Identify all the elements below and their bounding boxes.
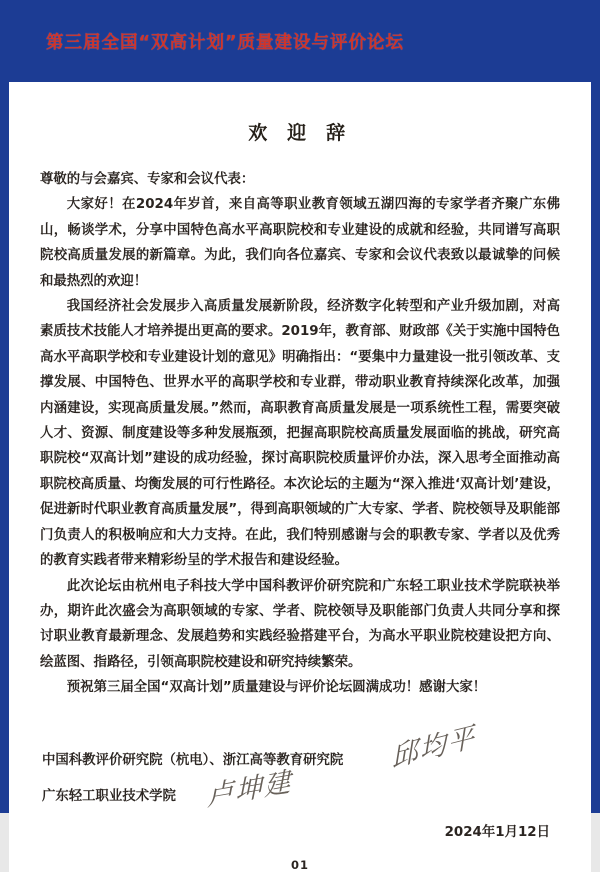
handwritten-signature-2: 卢坤建	[206, 765, 293, 813]
signing-org-1: 中国科教评价研究院（杭电）、浙江高等教育研究院	[42, 752, 344, 768]
paragraph-1: 大家好！在2024年岁首，来自高等职业教育领域五湖四海的专家学者齐聚广东佛山，畅谈学术，分享中国特色高水平高职院校和专业建设的成就和经验，共同谱写高职院校高质量发展的新篇章。为此，我们向各位嘉宾、专家和会议代表致以最诚挚的问候和最热烈的欢迎！	[40, 197, 560, 289]
letter-title: 欢 迎 辞	[248, 122, 352, 144]
paragraph-4: 预祝第三届全国“双高计划”质量建设与评价论坛圆满成功！感谢大家！	[66, 680, 487, 696]
page-header-band	[0, 0, 600, 82]
conference-title: 第三届全国“双高计划”质量建设与评价论坛	[46, 32, 405, 53]
page-number: 01	[290, 857, 309, 872]
letter-date: 2024年1月12日	[444, 824, 550, 840]
paragraph-2: 我国经济社会发展步入高质量发展新阶段，经济数字化转型和产业升级加剧，对高素质技术技能人才培养提出更高的要求。2019年，教育部、财政部《关于实施中国特色高水平高职学校和专业建设计划的意见》明确指出：“要集中力量建设一批引领改革、支撑发展、中国特色、世界水平的高职学校和专业群，带动职业教育持续深化改革，加强内涵建设，实现高质量发展。”然而，高职教育高质量发展是一项系统性工程，需要突破人才、资源、制度建设等多种发展瓶颈，把握高职院校高质量发展面临的挑战，研究高职院校“双高计划”建设的成功经验，探讨高职院校质量评价办法，深入思考全面推动高职院校高质量、均衡发展的可行性路径。本次论坛的主题为“深入推进‘双高计划’建设，促进新时代职业教育高质量发展”，得到高职领域的广大专家、学者、院校领导及职能部门负责人的积极响应和大力支持。在此，我们特别感谢与会的职教专家、学者以及优秀的教育实践者带来精彩纷呈的学术报告和建设经验。	[40, 299, 560, 569]
letter-body	[40, 167, 560, 701]
signature-block	[40, 720, 560, 819]
handwritten-signature-1: 邱均平	[390, 720, 478, 774]
paragraph-3: 此次论坛由杭州电子科技大学中国科教评价研究院和广东轻工职业技术学院联袂举办，期许此次盛会为高职领域的专家、学者、院校领导及职能部门负责人共同分享和探讨职业教育最新理念、发展趋势和实践经验搭建平台，为高水平职业院校建设把方向、绘蓝图、指路径，引领高职院校建设和研究持续繁荣。	[40, 578, 560, 670]
signing-org-2: 广东轻工职业技术学院	[42, 788, 176, 804]
letter-sheet	[9, 82, 591, 872]
salutation-line: 尊敬的与会嘉宾、专家和会议代表：	[40, 172, 255, 187]
